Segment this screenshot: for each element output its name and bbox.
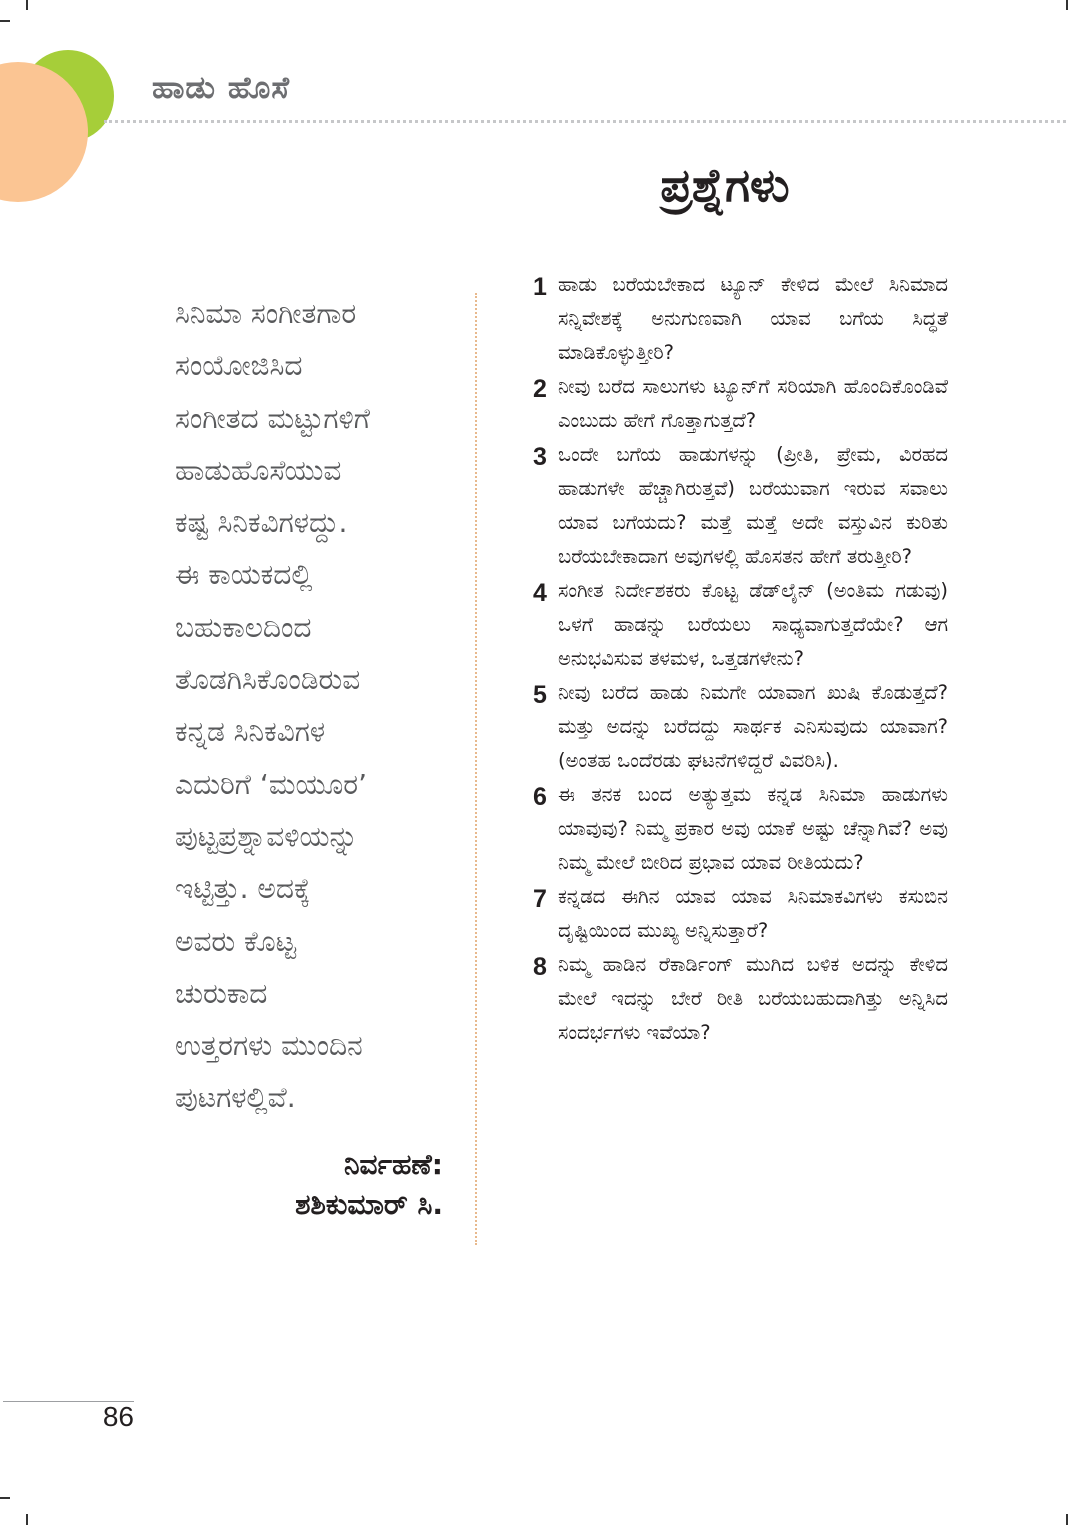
header-divider xyxy=(104,120,1066,123)
intro-line: ಸಂಗೀತದ ಮಟ್ಟುಗಳಿಗೆ xyxy=(175,401,370,435)
question-text: ಹಾಡು ಬರೆಯಬೇಕಾದ ಟ್ಯೂನ್ ಕೇಳಿದ ಮೇಲೆ ಸಿನಿಮಾದ ಸನ್ನಿವೇಶಕ್ಕೆ ಅನುಗುಣವಾಗಿ ಯಾವ ಬಗೆಯ ಸಿದ್ಧತೆ ಮಾಡಿಕೊಳ್ಳುತ್ತೀರಿ? xyxy=(558,273,948,364)
credit xyxy=(200,1145,443,1225)
question-item xyxy=(530,880,948,948)
intro-line: ಕಷ್ಟ ಸಿನಿಕವಿಗಳದ್ದು. xyxy=(175,506,348,540)
credit-label: ನಿರ್ವಹಣೆ: xyxy=(343,1148,443,1181)
question-text: ಒಂದೇ ಬಗೆಯ ಹಾಡುಗಳನ್ನು (ಪ್ರೀತಿ, ಪ್ರೇಮ, ವಿರಹದ ಹಾಡುಗಳೇ ಹೆಚ್ಚಾಗಿರುತ್ತವೆ) ಬರೆಯುವಾಗ ಇರುವ ಸವಾಲು ಯಾವ ಬಗೆಯದು? ಮತ್ತೆ ಮತ್ತೆ ಅದೇ ವಸ್ತುವಿನ ಕುರಿತು ಬರೆಯಬೇಕಾದಾಗ ಅವುಗಳಲ್ಲಿ ಹೊಸತನ ಹೇಗೆ ತರುತ್ತೀರಿ? xyxy=(558,443,948,568)
questions-list xyxy=(530,268,948,1050)
question-item xyxy=(530,268,948,370)
intro-line: ಪುಟಗಳಲ್ಲಿವೆ. xyxy=(175,1081,296,1115)
section-label: ಹಾಡು ಹೊಸೆ xyxy=(152,70,291,106)
intro-line: ಸಿನಿಮಾ ಸಂಗೀತಗಾರ xyxy=(175,297,357,330)
crop-mark xyxy=(1066,1514,1068,1525)
question-text: ಕನ್ನಡದ ಈಗಿನ ಯಾವ ಯಾವ ಸಿನಿಮಾಕವಿಗಳು ಕಸುಬಿನ ದೃಷ್ಟಿಯಿಂದ ಮುಖ್ಯ ಅನ್ನಿಸುತ್ತಾರೆ? xyxy=(558,885,948,942)
question-item xyxy=(530,574,948,676)
intro-line: ಎದುರಿಗೆ ‘ಮಯೂರ’ xyxy=(175,767,368,801)
intro-line: ಪುಟ್ಟಪ್ರಶ್ನಾವಳಿಯನ್ನು xyxy=(175,819,358,853)
intro-line: ಉತ್ತರಗಳು ಮುಂದಿನ xyxy=(175,1029,363,1063)
header-decoration xyxy=(0,0,130,220)
intro-line: ಈ ಕಾಯಕದಲ್ಲಿ xyxy=(175,558,313,592)
question-item xyxy=(530,370,948,438)
question-number: 8 xyxy=(533,953,547,981)
question-number: 2 xyxy=(533,375,547,403)
question-item xyxy=(530,676,948,778)
page-number: 86 xyxy=(102,1401,134,1432)
intro-line: ಸಂಯೋಜಿಸಿದ xyxy=(175,349,303,383)
credit-name: ಶಶಿಕುಮಾರ್ ಸಿ. xyxy=(295,1188,443,1221)
question-text: ನಿಮ್ಮ ಹಾಡಿನ ರೆಕಾರ್ಡಿಂಗ್ ಮುಗಿದ ಬಳಿಕ ಅದನ್ನು ಕೇಳಿದ ಮೇಲೆ ಇದನ್ನು ಬೇರೆ ರೀತಿ ಬರೆಯಬಹುದಾಗಿತ್ತು ಅನ್ನಿಸಿದ ಸಂದರ್ಭಗಳು ಇವೆಯಾ? xyxy=(558,953,948,1044)
intro-line: ಅವರು ಕೊಟ್ಟ xyxy=(175,924,296,958)
question-number: 5 xyxy=(533,681,547,709)
question-text: ಸಂಗೀತ ನಿರ್ದೇಶಕರು ಕೊಟ್ಟ ಡೆಡ್‌ಲೈನ್ (ಅಂತಿಮ ಗಡುವು) ಒಳಗೆ ಹಾಡನ್ನು ಬರೆಯಲು ಸಾಧ್ಯವಾಗುತ್ತದೆಯೇ? ಆಗ ಅನುಭವಿಸುವ ತಳಮಳ, ಒತ್ತಡಗಳೇನು? xyxy=(558,579,948,670)
question-number: 6 xyxy=(533,783,547,811)
intro-line: ತೊಡಗಿಸಿಕೊಂಡಿರುವ xyxy=(175,663,361,697)
question-item xyxy=(530,778,948,880)
question-text: ನೀವು ಬರೆದ ಸಾಲುಗಳು ಟ್ಯೂನ್‌ಗೆ ಸರಿಯಾಗಿ ಹೊಂದಿಕೊಂಡಿವೆ ಎಂಬುದು ಹೇಗೆ ಗೊತ್ತಾಗುತ್ತದೆ? xyxy=(558,375,948,432)
question-number: 1 xyxy=(533,273,547,301)
intro-line: ಹಾಡುಹೊಸೆಯುವ xyxy=(175,453,342,487)
intro-line: ಕನ್ನಡ ಸಿನಿಕವಿಗಳ xyxy=(175,715,326,749)
crop-mark xyxy=(1066,0,1068,10)
intro-text xyxy=(175,288,465,1125)
question-item xyxy=(530,948,948,1050)
question-text: ನೀವು ಬರೆದ ಹಾಡು ನಿಮಗೇ ಯಾವಾಗ ಖುಷಿ ಕೊಡುತ್ತದೆ? ಮತ್ತು ಅದನ್ನು ಬರೆದದ್ದು ಸಾರ್ಥಕ ಎನಿಸುವುದು ಯಾವಾಗ? (ಅಂತಹ ಒಂದೆರಡು ಘಟನೆಗಳಿದ್ದರೆ ವಿವರಿಸಿ). xyxy=(558,681,948,772)
crop-mark xyxy=(0,1497,10,1499)
intro-line: ಚುರುಕಾದ xyxy=(175,976,268,1010)
intro-line: ಬಹುಕಾಲದಿಂದ xyxy=(175,610,312,644)
question-text: ಈ ತನಕ ಬಂದ ಅತ್ಯುತ್ತಮ ಕನ್ನಡ ಸಿನಿಮಾ ಹಾಡುಗಳು ಯಾವುವು? ನಿಮ್ಮ ಪ್ರಕಾರ ಅವು ಯಾಕೆ ಅಷ್ಟು ಚೆನ್ನಾಗಿವೆ? ಅವು ನಿಮ್ಮ ಮೇಲೆ ಬೀರಿದ ಪ್ರಭಾವ ಯಾವ ರೀತಿಯದು? xyxy=(558,783,948,874)
question-item xyxy=(530,438,948,574)
question-number: 7 xyxy=(533,885,547,913)
column-divider xyxy=(475,293,477,1245)
crop-mark xyxy=(26,1514,28,1525)
question-number: 3 xyxy=(533,443,547,471)
intro-line: ಇಟ್ಟಿತ್ತು. ಅದಕ್ಕೆ xyxy=(175,872,311,906)
question-number: 4 xyxy=(533,579,547,607)
page-title: ಪ್ರಶ್ನೆಗಳು xyxy=(660,158,790,212)
